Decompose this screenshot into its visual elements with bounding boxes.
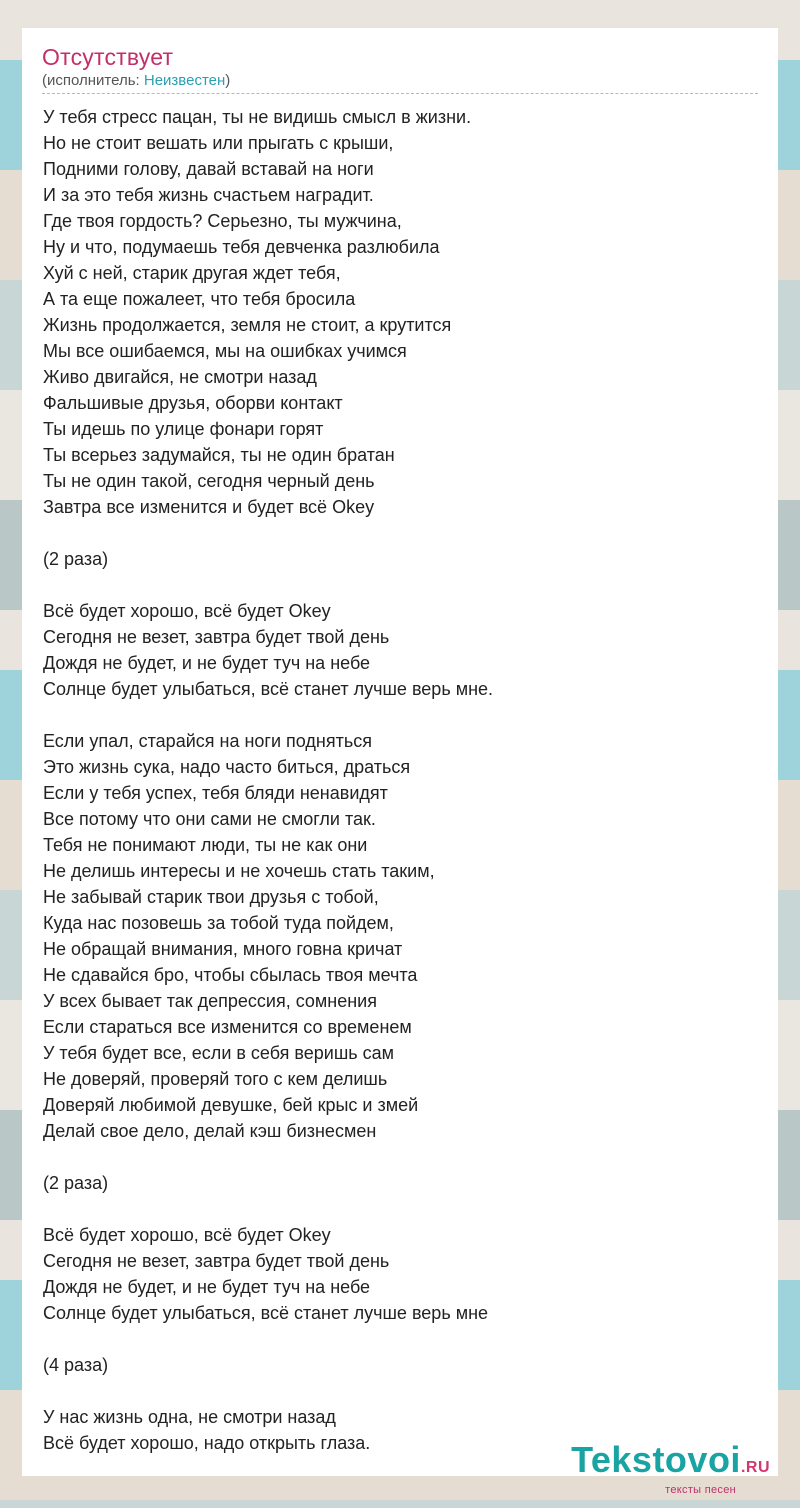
lyric-line: Всё будет хорошо, всё будет Okey — [43, 601, 331, 621]
lyric-line: (2 раза) — [43, 549, 109, 569]
lyric-line: Если упал, старайся на ноги подняться — [43, 731, 372, 751]
lyric-line: Не забывай старик твои друзья с тобой, — [43, 887, 379, 907]
lyric-line: И за это тебя жизнь счастьем наградит. — [43, 185, 374, 205]
lyric-line: Жизнь продолжается, земля не стоит, а крутится — [43, 315, 452, 335]
lyric-blank-line — [43, 1144, 758, 1170]
lyric-line: Всё будет хорошо, надо открыть глаза. — [43, 1433, 371, 1453]
logo-tagline: тексты песен — [665, 1484, 736, 1496]
lyric-line: Сегодня не везет, завтра будет твой день — [43, 1251, 390, 1271]
lyric-line: У тебя будет все, если в себя веришь сам — [43, 1043, 395, 1063]
artist-prefix: (исполнитель: — [42, 72, 144, 89]
lyric-blank-line — [43, 1196, 758, 1222]
lyric-line: Солнце будет улыбаться, всё станет лучше верь мне. — [43, 679, 494, 699]
lyric-line: Завтра все изменится и будет всё Okey — [43, 497, 375, 517]
lyric-line: Живо двигайся, не смотри назад — [43, 367, 317, 387]
lyric-line: Если у тебя успех, тебя бляди ненавидят — [43, 783, 388, 803]
lyric-line: Ты всерьез задумайся, ты не один братан — [43, 445, 395, 465]
lyric-line: Это жизнь сука, надо часто биться, драться — [43, 757, 411, 777]
lyric-line: Если стараться все изменится со временем — [43, 1017, 412, 1037]
lyric-line: Хуй с ней, старик другая ждет тебя, — [43, 263, 341, 283]
logo-name: Tekstovoi — [571, 1439, 741, 1480]
lyric-line: Дождя не будет, и не будет туч на небе — [43, 653, 371, 673]
lyric-blank-line — [43, 572, 758, 598]
lyric-line: У нас жизнь одна, не смотри назад — [43, 1407, 336, 1427]
lyric-line: Тебя не понимают люди, ты не как они — [43, 835, 368, 855]
lyric-line: Но не стоит вешать или прыгать с крыши, — [43, 133, 394, 153]
lyric-line: Где твоя гордость? Серьезно, ты мужчина, — [43, 211, 402, 231]
lyric-line: У тебя стресс пацан, ты не видишь смысл в жизни. — [43, 107, 472, 127]
artist-link[interactable]: Неизвестен — [143, 72, 226, 89]
artist-line — [42, 72, 758, 94]
lyric-blank-line — [43, 1326, 758, 1352]
lyrics-text — [43, 104, 758, 1456]
lyric-line: Солнце будет улыбаться, всё станет лучше верь мне — [43, 1303, 489, 1323]
lyric-line: У всех бывает так депрессия, сомнения — [43, 991, 377, 1011]
lyric-line: (4 раза) — [43, 1355, 109, 1375]
lyric-line: Не обращай внимания, много говна кричат — [43, 939, 403, 959]
logo-wordmark — [571, 1440, 770, 1488]
lyric-line: Все потому что они сами не смогли так. — [43, 809, 376, 829]
logo-tld: .RU — [740, 1459, 770, 1476]
lyric-line: Ты не один такой, сегодня черный день — [43, 471, 375, 491]
lyric-line: Всё будет хорошо, всё будет Okey — [43, 1225, 331, 1245]
lyric-line: Фальшивые друзья, оборви контакт — [43, 393, 343, 413]
lyric-line: (2 раза) — [43, 1173, 109, 1193]
lyric-line: Доверяй любимой девушке, бей крыс и змей — [43, 1095, 419, 1115]
lyric-blank-line — [43, 520, 758, 546]
lyric-line: Куда нас позовешь за тобой туда пойдем, — [43, 913, 394, 933]
lyric-line: Не доверяй, проверяй того с кем делишь — [43, 1069, 388, 1089]
lyric-line: А та еще пожалеет, что тебя бросила — [43, 289, 356, 309]
lyric-line: Дождя не будет, и не будет туч на небе — [43, 1277, 371, 1297]
lyric-line: Подними голову, давай вставай на ноги — [43, 159, 374, 179]
lyric-line: Не делишь интересы и не хочешь стать таким, — [43, 861, 435, 881]
lyric-line: Делай свое дело, делай кэш бизнесмен — [43, 1121, 377, 1141]
lyric-blank-line — [43, 1378, 758, 1404]
lyric-line: Сегодня не везет, завтра будет твой день — [43, 627, 390, 647]
song-header — [42, 42, 758, 94]
lyric-line: Мы все ошибаемся, мы на ошибках учимся — [43, 341, 407, 361]
song-title: Отсутствует — [42, 44, 174, 70]
artist-suffix: ) — [225, 72, 231, 89]
lyric-line: Ну и что, подумаешь тебя девченка разлюбила — [43, 237, 440, 257]
lyric-blank-line — [43, 702, 758, 728]
lyric-line: Ты идешь по улице фонари горят — [43, 419, 324, 439]
site-logo[interactable] — [571, 1440, 770, 1496]
lyric-line: Не сдавайся бро, чтобы сбылась твоя мечта — [43, 965, 418, 985]
